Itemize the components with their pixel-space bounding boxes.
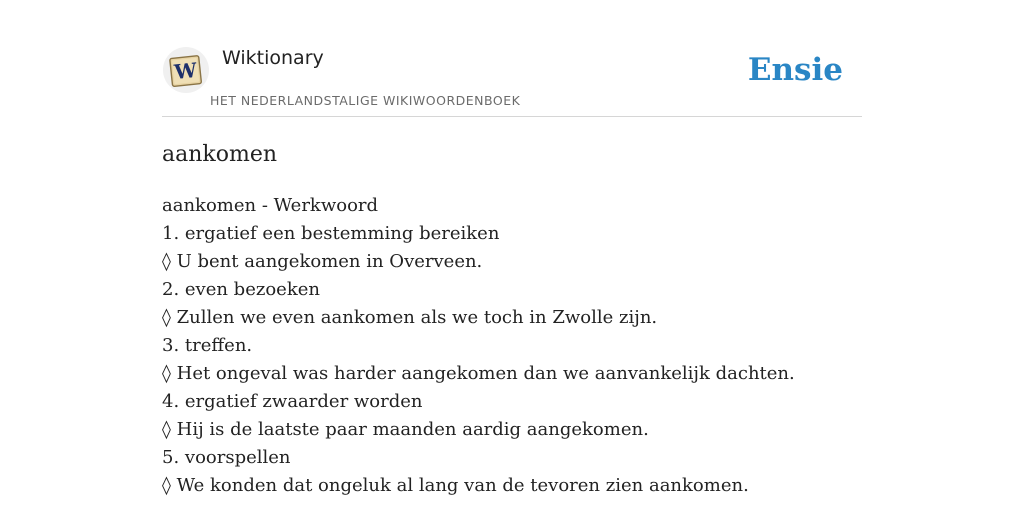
site-name[interactable]: Wiktionary <box>222 47 324 69</box>
wiktionary-logo-icon[interactable] <box>162 46 210 94</box>
definition-line: 3. treffen. <box>162 335 253 356</box>
svg-text:W: W <box>173 57 199 85</box>
example-line: ◊ Het ongeval was harder aangekomen dan we aanvankelijk dachten. <box>162 363 795 384</box>
example-line: ◊ We konden dat ongeluk al lang van de tevoren zien aankomen. <box>162 475 749 496</box>
definition-line: 5. voorspellen <box>162 447 291 468</box>
site-subtitle: HET NEDERLANDSTALIGE WIKIWOORDENBOEK <box>210 93 521 108</box>
ensie-brand-link[interactable]: Ensie <box>747 52 843 88</box>
definition-line: 4. ergatief zwaarder worden <box>162 391 423 412</box>
header <box>162 42 862 117</box>
example-line: ◊ U bent aangekomen in Overveen. <box>162 251 483 272</box>
example-line: ◊ Zullen we even aankomen als we toch in Zwolle zijn. <box>162 307 658 328</box>
page-title: aankomen <box>162 142 278 167</box>
entry-heading: aankomen - Werkwoord <box>162 195 379 216</box>
entry-content <box>162 192 862 500</box>
definition-line: 1. ergatief een bestemming bereiken <box>162 223 500 244</box>
definition-line: 2. even bezoeken <box>162 279 320 300</box>
example-line: ◊ Hij is de laatste paar maanden aardig aangekomen. <box>162 419 649 440</box>
